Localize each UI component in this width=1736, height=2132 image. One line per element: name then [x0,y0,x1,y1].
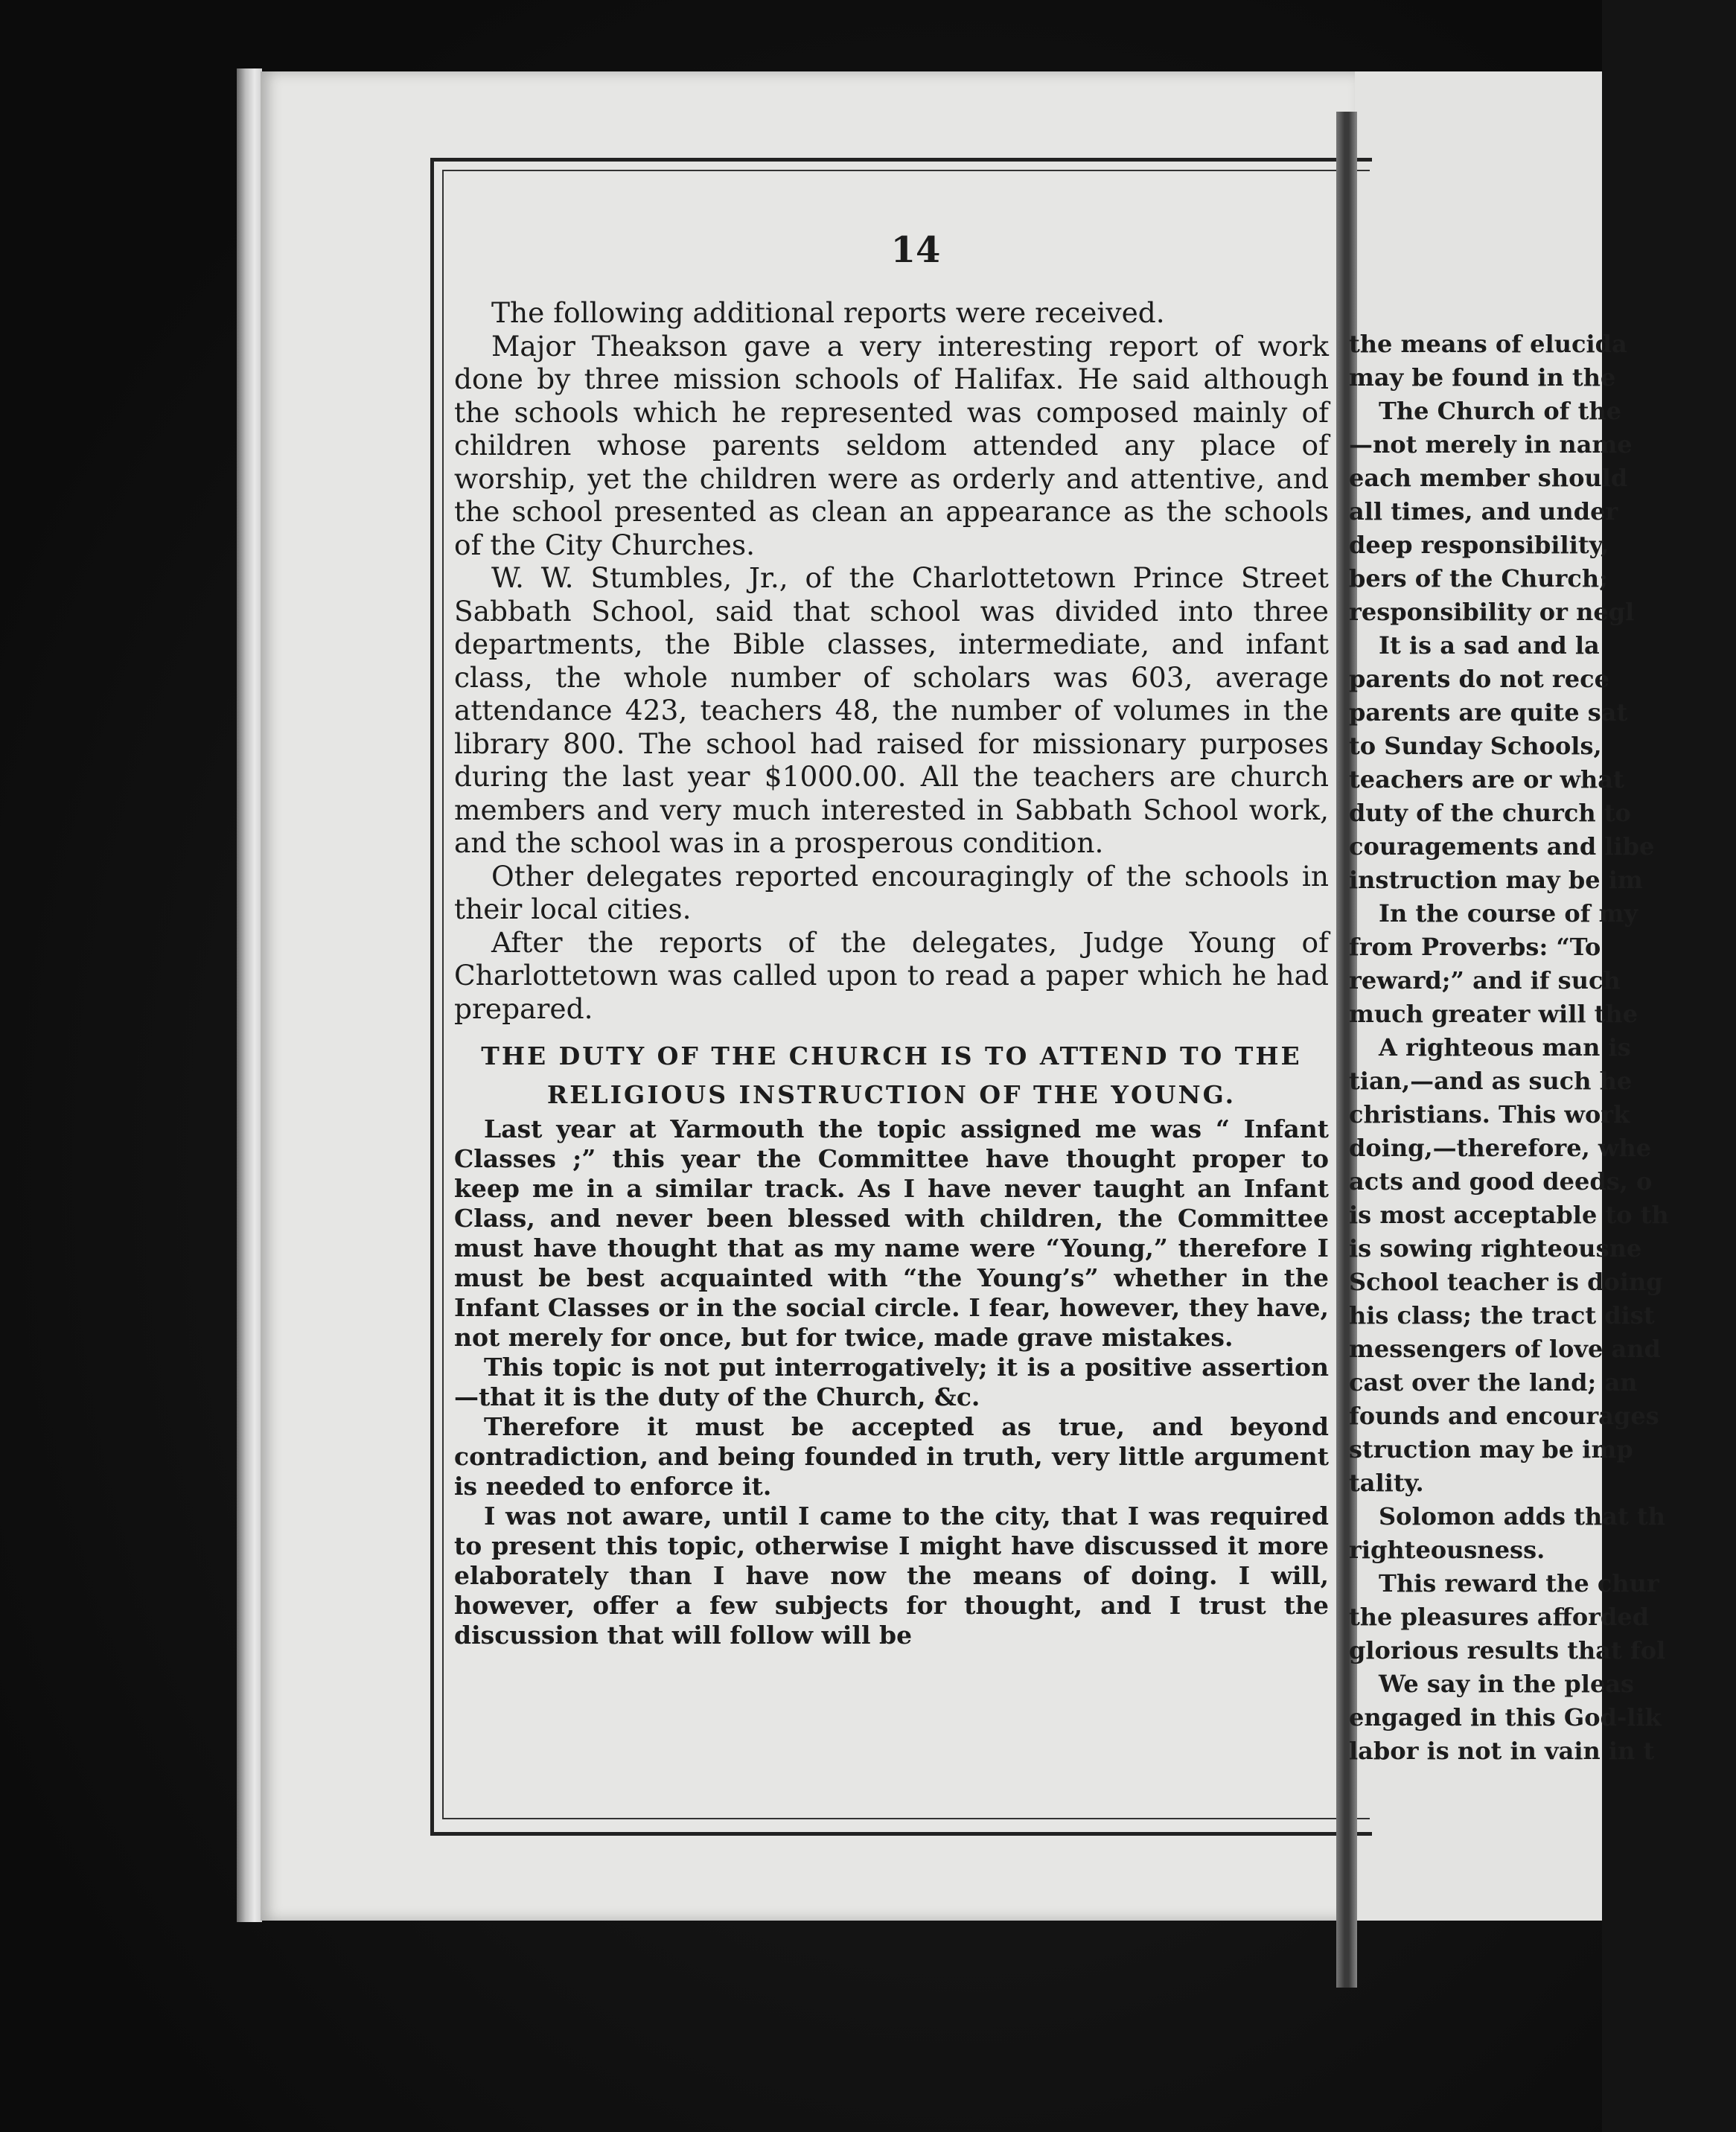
text-line: engaged in this God-lik [1349,1703,1662,1732]
text-line: A righteous man is [1379,1033,1631,1062]
paragraph: Other delegates reported encouragingly of the schools in their local cities. [454,859,1329,925]
text-line: reward;” and if such [1349,966,1621,995]
book-page-edges [237,68,262,1922]
text-line: the pleasures afforded [1349,1603,1650,1631]
text-line: acts and good deeds, o [1349,1167,1653,1196]
text-line: couragements and libe [1349,832,1655,861]
text-line: teachers are or what [1349,765,1624,794]
essay-paragraph: I was not aware, until I came to the city, that I was required to present this topic, otherwise I might have discussed it more elaborately than I have now the means of doing. I will, however, offer a few subjects for thought, and I trust the discussion that will follow will be [454,1501,1329,1650]
heading-line: THE DUTY OF THE CHURCH IS TO ATTEND TO THE [481,1041,1302,1070]
text-line: righteousness. [1349,1536,1545,1564]
page-number: 14 [890,229,941,271]
text-line: each member should [1349,464,1628,492]
right-page-text [1349,328,1736,1768]
main-text [454,296,1329,1650]
essay-paragraph: Last year at Yarmouth the topic assigned me was “ Infant Classes ;” this year the Committee have thought proper to keep me in a similar track. As I have never taught an Infant Class, and never been blessed with children, the Committee must have thought that as my name were “Young,” therefore I must be best acquainted with “the Young’s” whether in the Infant Classes or in the social circle. I fear, however, they have, not merely for once, but for twice, made grave mistakes. [454,1114,1329,1352]
text-line: messengers of love and [1349,1335,1661,1363]
text-line: This reward the chur [1379,1569,1659,1598]
section-heading [454,1037,1329,1114]
essay-text [454,1114,1329,1650]
text-line: instruction may be im [1349,866,1643,894]
text-line: founds and encourages [1349,1402,1659,1430]
text-line: the means of elucida [1349,330,1627,358]
text-line: parents do not rece [1349,665,1609,693]
text-line: is most acceptable to th [1349,1201,1669,1229]
paragraph: After the reports of the delegates, Judge Young of Charlottetown was called upon to read a paper which he had prepared. [454,925,1329,1025]
paragraph: W. W. Stumbles, Jr., of the Charlottetown Prince Street Sabbath School, said that school was divided into three departments, the Bible classes, intermediate, and infant class, the whole number of scholars was 603, average attendance 423, teachers 48, the number of volumes in the library 800. The school had raised for missionary purposes during the last year $1000.00. All the teachers are church members and very much interested in Sabbath School work, and the school was in a prosperous condition. [454,561,1329,859]
text-line: We say in the pleas [1379,1670,1635,1698]
text-line: from Proverbs: “To [1349,933,1601,961]
text-line: responsibility or negl [1349,598,1635,626]
text-line: struction may be imp [1349,1435,1633,1464]
text-line: In the course of my [1379,899,1638,928]
text-line: parents are quite sat [1349,698,1628,727]
text-line: much greater will the [1349,1000,1638,1028]
text-line: all times, and under [1349,497,1618,526]
text-line: labor is not in vain in t [1349,1737,1655,1765]
text-line: his class; the tract dist [1349,1301,1655,1330]
text-line: duty of the church to [1349,799,1631,827]
text-line: glorious results that fol [1349,1636,1666,1665]
text-line: bers of the Church; [1349,564,1608,593]
text-line: Solomon adds that th [1379,1502,1665,1531]
text-line: It is a sad and la [1379,631,1600,660]
text-line: tality. [1349,1469,1424,1497]
paragraph: The following additional reports were received. [491,296,1165,329]
text-line: —not merely in name [1349,430,1633,459]
text-line: christians. This work [1349,1100,1630,1129]
heading-line: RELIGIOUS INSTRUCTION OF THE YOUNG. [546,1080,1236,1109]
text-line: School teacher is doing [1349,1268,1663,1296]
text-line: tian,—and as such he [1349,1067,1633,1095]
text-line: is sowing righteousne [1349,1234,1642,1263]
text-line: The Church of the [1379,397,1621,425]
text-line: to Sunday Schools, [1349,732,1602,760]
text-line: doing,—therefore, whe [1349,1134,1652,1162]
text-line: may be found in the [1349,363,1616,392]
essay-paragraph: This topic is not put interrogatively; it is a positive assertion—that it is the duty of the Church, &c. [454,1353,1329,1411]
paragraph: Major Theakson gave a very interesting report of work done by three mission schools of Halifax. He said although the schools which he represented was composed mainly of children whose parents seldom attended any place of worship, yet the children were as orderly and attentive, and the school presented as clean an appearance as the schools of the City Churches. [454,329,1329,561]
essay-paragraph: Therefore it must be accepted as true, and beyond contradiction, and being founded in truth, very little argument is needed to enforce it. [454,1412,1329,1501]
text-line: deep responsibility, [1349,531,1609,559]
text-line: cast over the land; an [1349,1368,1638,1397]
